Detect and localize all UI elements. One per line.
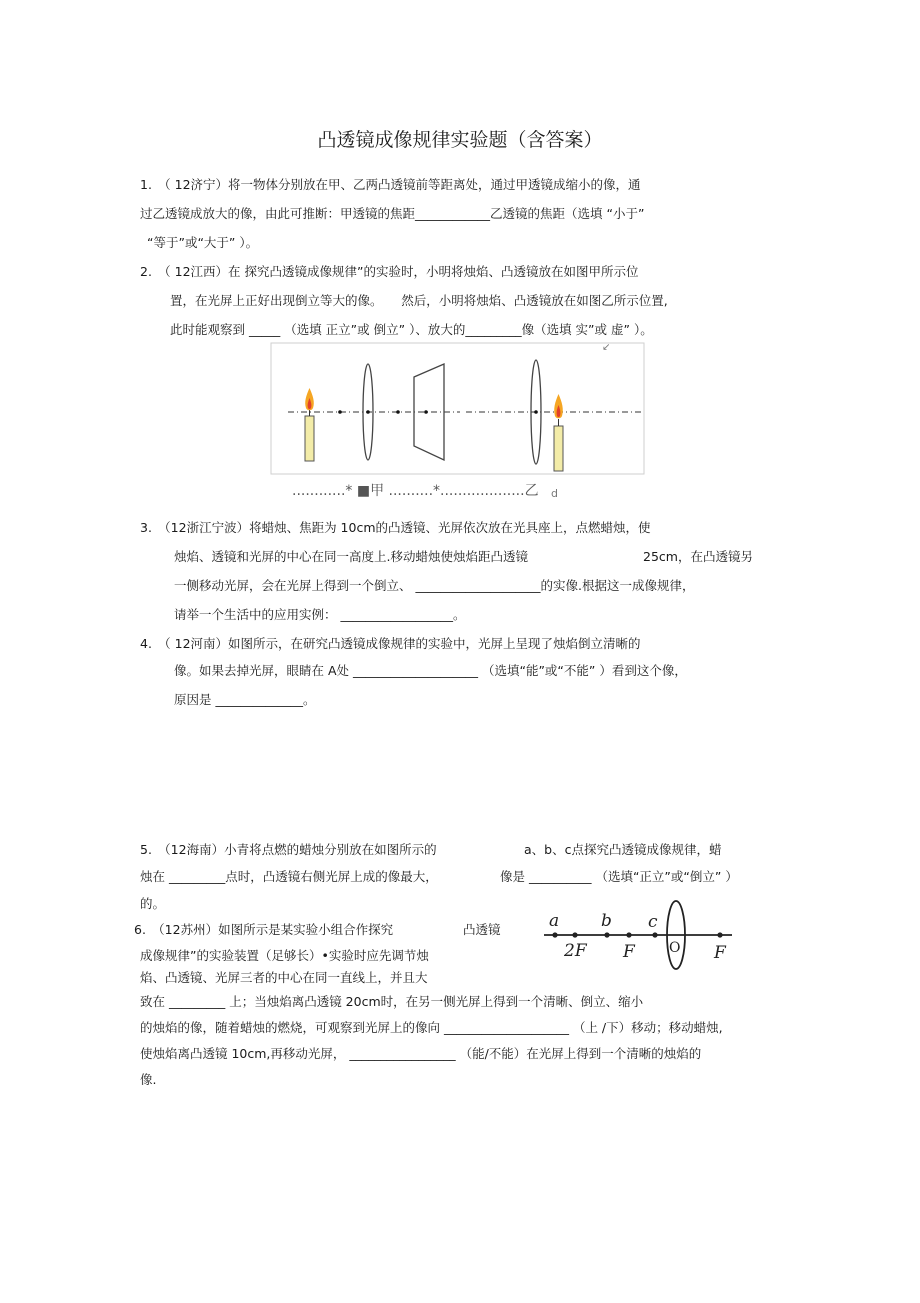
axis-mark [338,410,342,414]
q2-line-1: 2. （ 12江西）在 探究凸透镜成像规律”的实验时，小明将烛焰、凸透镜放在如图甲所示位 [140,264,639,279]
point-a-label: a [549,911,560,931]
q2-line-3: 此时能观察到 _____ （选填 正立”或 倒立” ）、放大的_________像（选填 实”或 虚” ）。 [170,322,653,337]
q6-line-6: 使烛焰离凸透镜 10cm,再移动光屏， _________________ （能/不能）在光屏上得到一个清晰的烛焰的 [140,1046,702,1061]
corner-mark: ↙ [602,342,611,353]
q1-line-1: 1. （ 12济宁）将一物体分别放在甲、乙两凸透镜前等距离处，通过甲透镜成缩小的像，通 [140,177,641,192]
q3-line-2b: 25cm，在凸透镜另 [643,549,753,564]
point-a-dot [552,932,557,937]
candle-left-icon [305,388,314,461]
q6-line-1a: 6. （12苏州）如图所示是某实验小组合作探究 [134,922,394,937]
q5-line-3: 的。 [140,896,166,911]
candle-lens-figure [270,342,646,476]
point-b-label: b [601,911,612,931]
label-f-right: F [714,943,726,963]
optical-axis-figure [538,900,738,976]
axis-mark [396,410,400,414]
candle-right-icon [554,394,563,471]
q6-line-3: 焰、凸透镜、光屏三者的中心在同一直线上，并且大 [140,970,428,985]
q3-line-3: 一侧移动光屏，会在光屏上得到一个倒立、 ____________________的实像.根据这一成像规律， [174,578,695,593]
q4-line-1: 4. （ 12河南）如图所示，在研究凸透镜成像规律的实验中，光屏上呈现了烛焰倒立清晰的 [140,636,641,651]
q6-line-2: 成像规律”的实验装置（足够长）•实验时应先调节烛 [140,948,429,963]
q6-line-5: 的烛焰的像，随着蜡烛的燃烧，可观察到光屏上的像向 ____________________ （上 /下）移动；移动蜡烛, [140,1020,723,1035]
point-c-label: c [648,912,658,932]
label-2f: 2F [564,941,587,961]
q1-line-3: “等于”或“大于” ）。 [147,235,259,250]
point-f-dot [626,932,631,937]
label-f-left: F [623,942,635,962]
q5-line-1b: a、b、c点探究凸透镜成像规律，蜡 [524,842,722,857]
q5-line-1a: 5. （12海南）小青将点燃的蜡烛分别放在如图所示的 [140,842,437,857]
q6-line-4: 致在 _________ 上；当烛焰离凸透镜 20cm时，在另一侧光屏上得到一个清晰、倒立、缩小 [140,994,644,1009]
q3-line-1: 3. （12浙江宁波）将蜡烛、焦距为 10cm的凸透镜、光屏依次放在光具座上，点燃蜡烛，使 [140,520,651,535]
point-c-dot [652,932,657,937]
point-2f-dot [572,932,577,937]
point-b-dot [604,932,609,937]
q3-line-2a: 烛焰、透镜和光屏的中心在同一高度上.移动蜡烛使烛焰距凸透镜 [174,549,528,564]
q6-line-7: 像. [140,1072,157,1087]
axis-mark [534,410,538,414]
q2-line-2: 置，在光屏上正好出现倒立等大的像。 然后，小明将烛焰、凸透镜放在如图乙所示位置, [170,293,668,308]
figure-border [271,343,644,474]
label-o: O [669,940,681,956]
axis-mark [366,410,370,414]
page-title: 凸透镜成像规律实验题（含答案） [317,129,603,151]
q5-line-2b: 像是 __________ （选填“正立”或“倒立” ） [500,869,738,884]
q6-line-1b: 凸透镜 [463,922,501,937]
q4-line-3: 原因是 ______________。 [174,692,316,707]
q1-line-2: 过乙透镜成放大的像，由此可推断：甲透镜的焦距____________乙透镜的焦距（选填 “小于” [140,206,645,221]
point-f-right-dot [717,932,722,937]
figure-caption-mark: d [551,487,558,500]
q3-line-4: 请举一个生活中的应用实例： __________________。 [174,607,466,622]
q5-line-2a: 烛在 _________点时，凸透镜右侧光屏上成的像最大， [140,869,438,884]
axis-mark [424,410,428,414]
figure-caption: ............* ■甲 ..........*...................乙 [292,483,539,499]
q4-line-2: 像。如果去掉光屏，眼睛在 A处 ____________________ （选填“能”或“不能” ）看到这个像， [174,663,687,678]
